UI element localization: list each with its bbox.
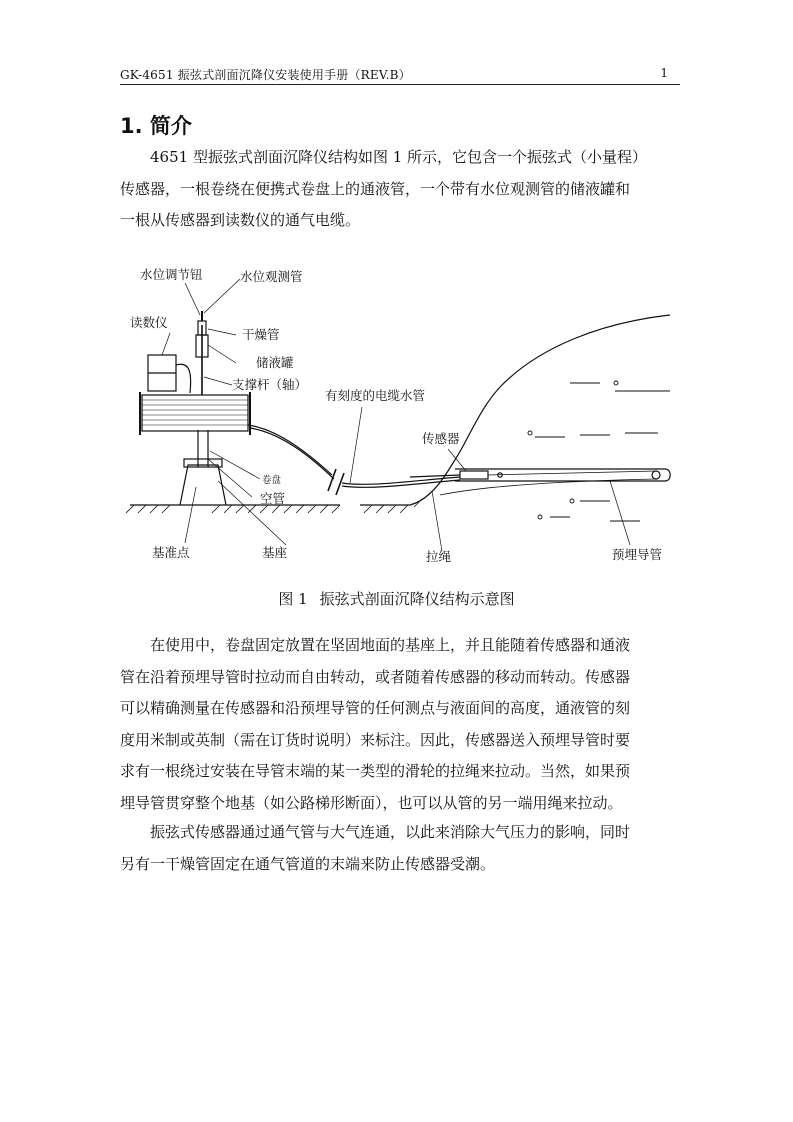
- label-water-level-tube: 水位观测管: [240, 269, 303, 284]
- label-reservoir: 储液罐: [256, 355, 294, 370]
- label-readout: 读数仪: [130, 315, 168, 330]
- label-water-level-knob: 水位调节钮: [140, 267, 203, 282]
- readout-cable: [176, 364, 191, 393]
- ground-line-right: [360, 455, 458, 505]
- figure-number: 图 1: [278, 590, 308, 608]
- label-dryer-tube: 干燥管: [242, 327, 280, 342]
- intro-line: 4651 型振弦式剖面沉降仪结构如图 1 所示，它包含一个振弦式（小量程）: [150, 148, 648, 166]
- reel-windings: [142, 400, 248, 425]
- usage-paragraph: [120, 630, 664, 819]
- embankment-slope: [458, 315, 670, 455]
- pull-rope-top: [488, 471, 656, 475]
- pulley: [652, 471, 660, 479]
- sensor-body: [460, 471, 488, 479]
- ground-hatching-left: [126, 505, 340, 513]
- label-base: 基座: [262, 545, 288, 560]
- usage-line: 度用米制或英制（需在订货时说明）来标注。因此，传感器送入预埋导管时要: [120, 730, 631, 749]
- label-support-rod: 支撑杆（轴）: [232, 377, 308, 392]
- usage-line: 埋导管贯穿整个地基（如公路梯形断面），也可以从管的另一端用绳来拉动。: [120, 793, 623, 812]
- section-heading: 1. 简介: [120, 114, 192, 138]
- cable-segment-1: [248, 425, 332, 475]
- ground-hatching-right: [364, 499, 422, 513]
- usage-line: 在使用中，卷盘固定放置在坚固地面的基座上，并且能随着传感器和通液: [150, 636, 631, 654]
- label-pull-rope: 拉绳: [426, 549, 452, 564]
- label-embedded-pipe: 预埋导管: [612, 547, 663, 562]
- break-mark-2: [336, 473, 344, 495]
- intro-line: 传感器，一根卷绕在便携式卷盘上的通液管，一个带有水位观测管的储液罐和: [120, 179, 631, 198]
- figure-caption: [0, 588, 793, 609]
- label-graduated-cable: 有刻度的电缆水管: [325, 388, 426, 403]
- label-reel: 卷盘: [262, 475, 282, 486]
- page-number: 1: [660, 66, 668, 80]
- label-sensor: 传感器: [422, 431, 460, 446]
- usage-line: 管在沿着预埋导管时拉动而自由转动，或者随着传感器的移动而转动。传感器: [120, 667, 631, 686]
- base-block: [180, 465, 226, 505]
- header-title: GK-4651 振弦式剖面沉降仪安装使用手册（REV.B）: [120, 68, 411, 82]
- usage-line: 求有一根绕过安装在导管末端的某一类型的滑轮的拉绳来拉动。当然，如果预: [120, 762, 631, 780]
- venting-line: 振弦式传感器通过通气管与大气连通，以此来消除大气压力的影响，同时: [150, 823, 631, 841]
- figure-caption-text: 振弦式剖面沉降仪结构示意图: [319, 590, 515, 608]
- label-benchmark: 基准点: [152, 545, 190, 560]
- settlement-gauge-diagram: [110, 255, 680, 575]
- usage-line: 可以精确测量在传感器和沿预埋导管的任何测点与液面间的高度，通液管的刻: [120, 699, 631, 717]
- embankment-strata: [528, 381, 670, 521]
- venting-line: 另有一干燥管固定在通气管道的末端来防止传感器受潮。: [120, 854, 496, 873]
- intro-paragraph: [120, 142, 664, 237]
- cable-segment-2: [342, 477, 460, 484]
- cable-reel: [142, 395, 248, 431]
- venting-paragraph: [120, 817, 664, 880]
- page-header: [120, 64, 680, 85]
- intro-line: 一根从传感器到读数仪的通气电缆。: [120, 211, 361, 229]
- label-hollow-tube: 空管: [260, 491, 286, 506]
